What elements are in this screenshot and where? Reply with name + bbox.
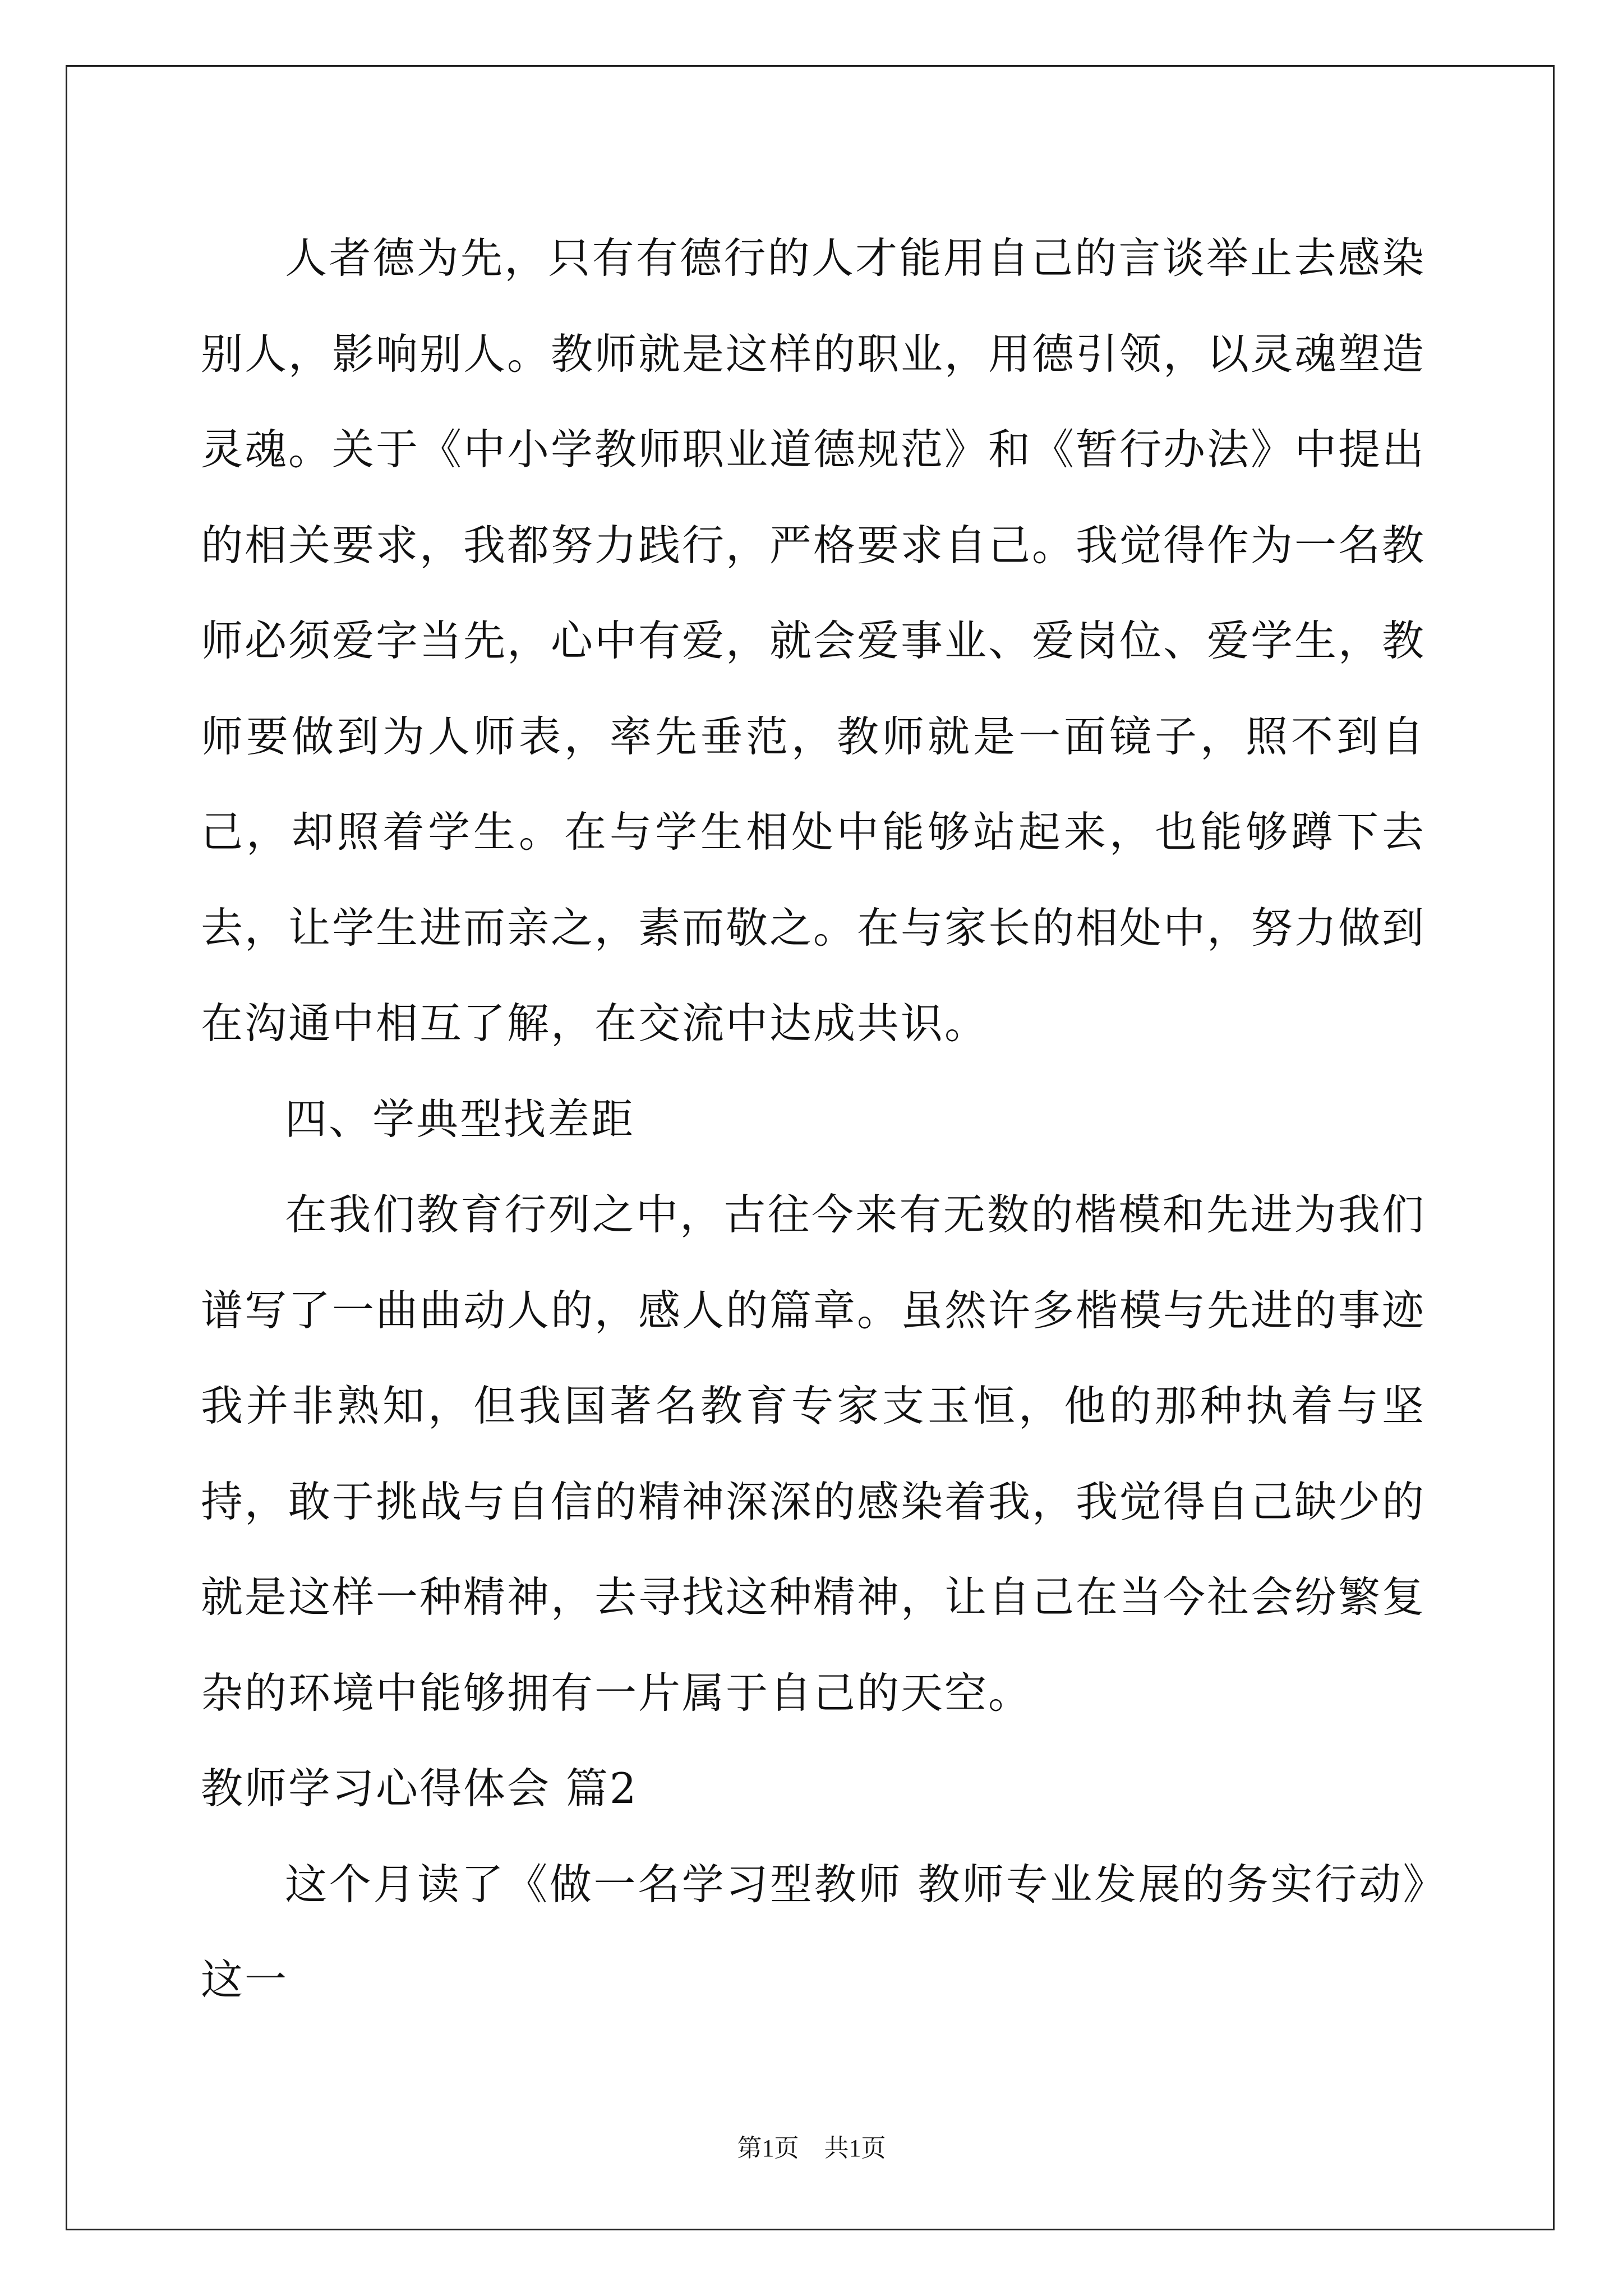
page-footer — [0, 2132, 1623, 2165]
paragraph-reading-notes: 这个月读了《做一名学习型教师 教师专业发展的务实行动》这一 — [201, 1859, 1426, 2004]
document-body — [201, 210, 1426, 2028]
paragraph-role-models: 在我们教育行列之中，古往今来有无数的楷模和先进为我们谱写了一曲曲动人的，感人的篇章。虽然许多楷模与先进的事迹我并非熟知，但我国著名教育专家支玉恒，他的那种执着与坚持，敢于挑战与自信的精神深深的感染着我，我觉得自己缺少的就是这样一种精神，去寻找这种精神，让自己在当今社会纷繁复杂的环境中能够拥有一片属于自己的天空。 — [201, 1190, 1426, 1718]
section-heading-learn-from-models: 四、学典型找差距 — [285, 1094, 635, 1144]
page-number-total: 共1页 — [824, 2134, 886, 2162]
page-number-current: 第1页 — [737, 2134, 799, 2162]
article-heading-part-2: 教师学习心得体会 篇2 — [201, 1764, 638, 1813]
paragraph-teacher-ethics: 人者德为先，只有有德行的人才能用自己的言谈举止去感染别人，影响别人。教师就是这样的职业，用德引领，以灵魂塑造灵魂。关于《中小学教师职业道德规范》和《暂行办法》中提出的相关要求，我都努力践行，严格要求自己。我觉得作为一名教师必须爱字当先，心中有爱，就会爱事业、爱岗位、爱学生，教师要做到为人师表，率先垂范，教师就是一面镜子，照不到自己，却照着学生。在与学生相处中能够站起来，也能够蹲下去去，让学生进而亲之，素而敬之。在与家长的相处中，努力做到在沟通中相互了解，在交流中达成共识。 — [201, 233, 1426, 1048]
